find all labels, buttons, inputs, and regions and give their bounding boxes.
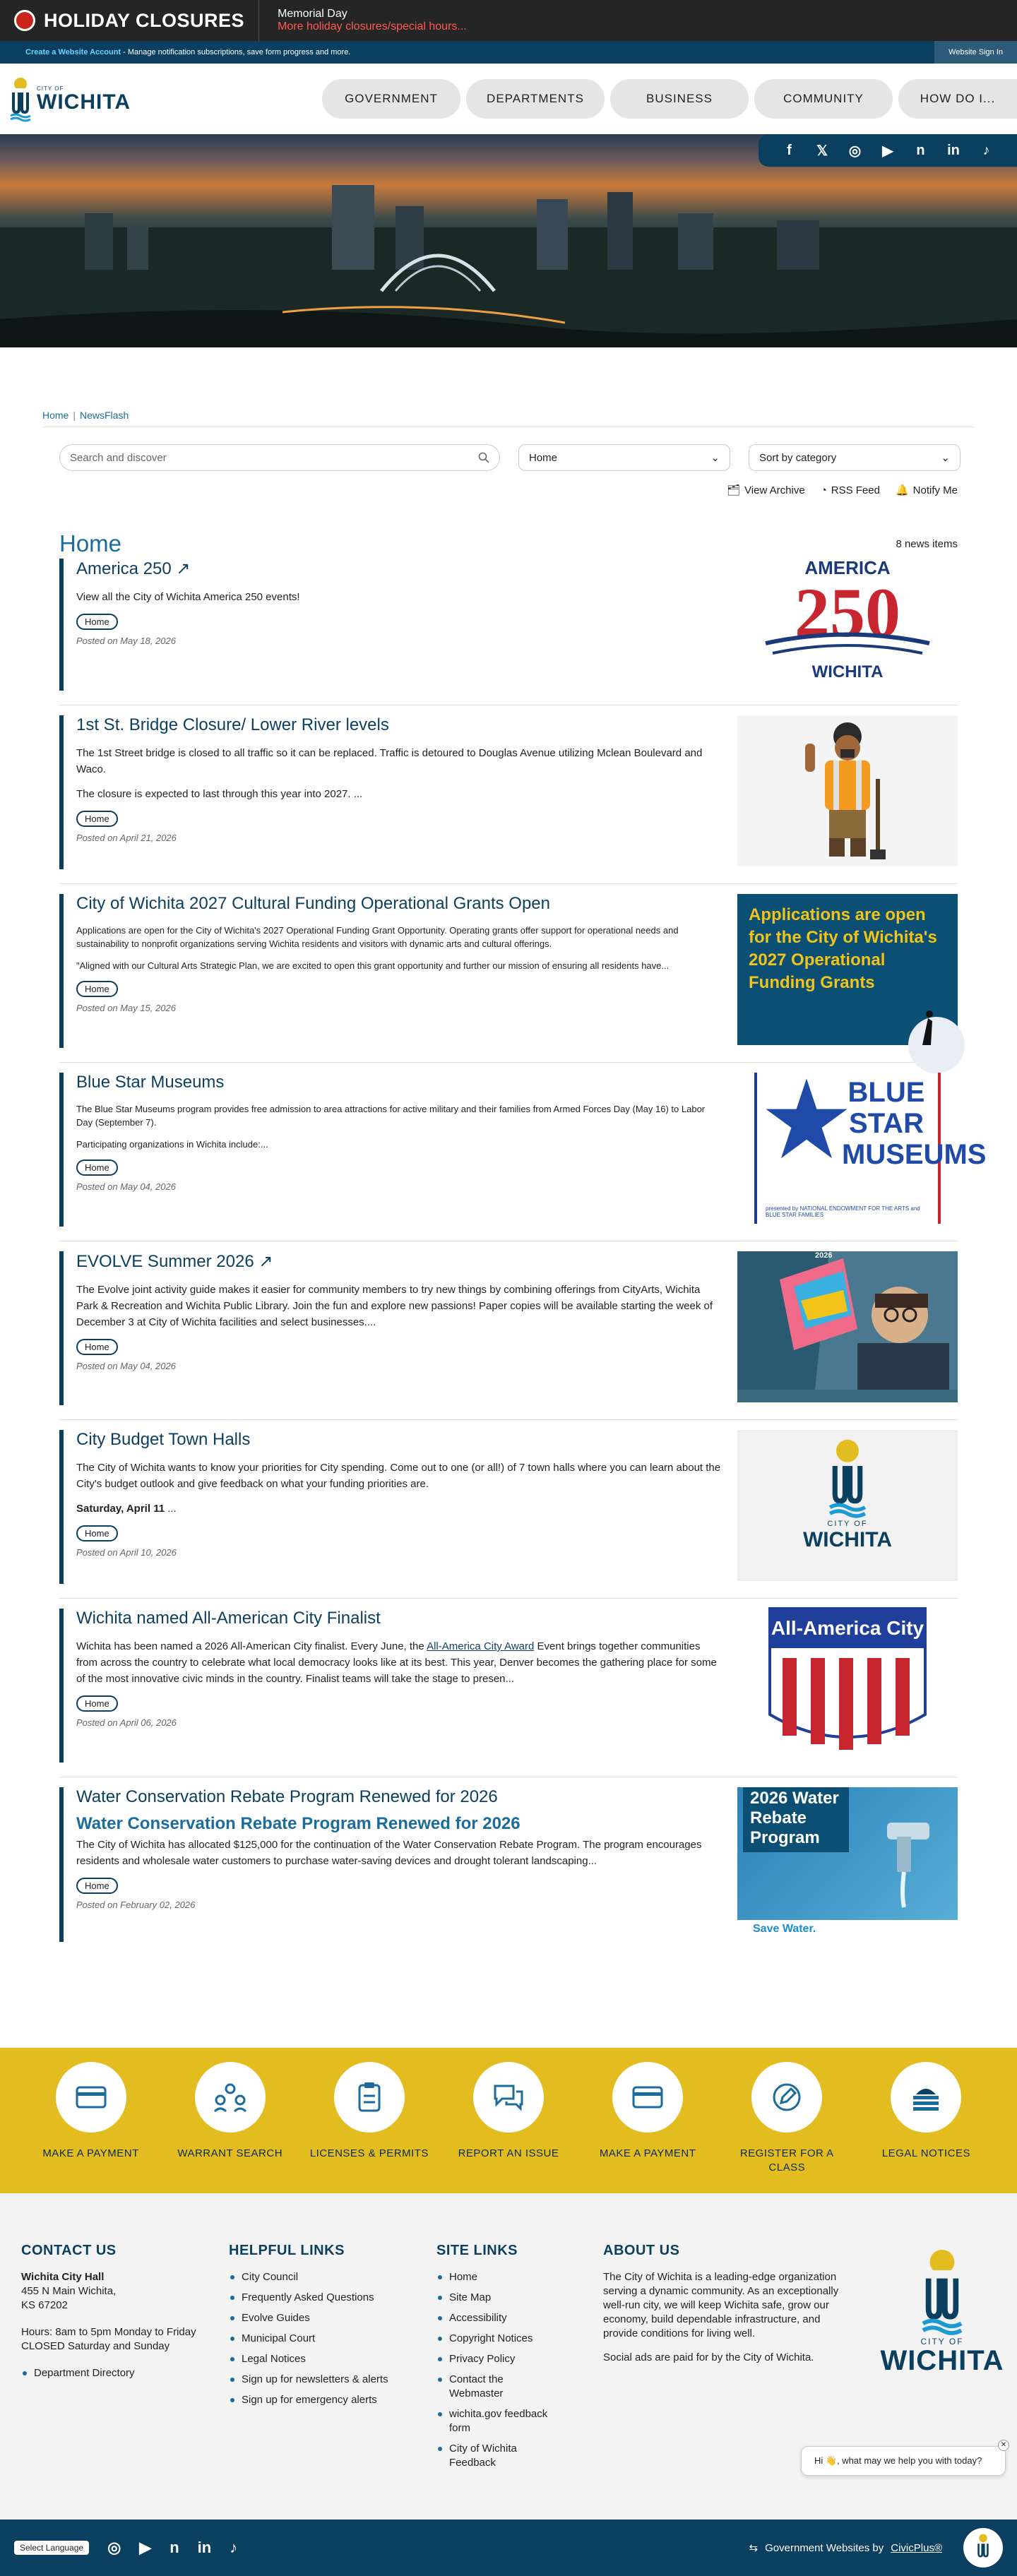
news-summary: The City of Wichita has allocated $125,000 for the continuation of the Water Conservation Rebate Program. The program encourages residents and wholesale water customers to purchase water-saving devices and drought tolerant landscaping... <box>76 1839 702 1867</box>
news-image[interactable] <box>737 715 958 866</box>
footer-link-department-directory[interactable]: Department Directory <box>21 2366 229 2380</box>
footer-link[interactable]: City of Wichita Feedback <box>436 2442 557 2470</box>
create-account-link[interactable]: Create a Website Account <box>25 48 121 56</box>
news-item <box>59 884 958 1063</box>
sign-in-button[interactable]: Website Sign In <box>934 41 1017 64</box>
chat-launcher-button[interactable] <box>963 2528 1003 2568</box>
footer-link[interactable]: Site Map <box>436 2291 557 2305</box>
wichita-logo-icon <box>915 2248 969 2333</box>
footer-site-heading: SITE LINKS <box>436 2243 518 2258</box>
alert-more-link[interactable]: More holiday closures/special hours... <box>278 20 467 32</box>
news-date-highlight: Saturday, April 11 <box>76 1503 165 1515</box>
america-250-image <box>737 559 958 679</box>
youtube-icon[interactable]: ▶ <box>139 2539 152 2556</box>
filter-row <box>0 427 1017 471</box>
footer-about-heading: ABOUT US <box>603 2243 680 2258</box>
news-title-link[interactable]: Blue Star Museums <box>76 1073 225 1092</box>
news-header <box>0 496 1017 557</box>
news-item <box>59 1063 987 1241</box>
nav-community[interactable]: COMMUNITY <box>754 79 893 119</box>
footer-helpful-heading: HELPFUL LINKS <box>229 2243 345 2258</box>
posted-date: Posted on May 18, 2026 <box>76 636 176 646</box>
news-summary: Participating organizations in Wichita include:... <box>76 1139 268 1150</box>
footer-helpful-links <box>229 2243 436 2520</box>
site-header <box>0 64 1017 134</box>
wichita-logo-icon <box>10 77 31 121</box>
news-title-link[interactable]: City Budget Town Halls <box>76 1430 251 1449</box>
bell-stack-icon <box>891 2062 961 2133</box>
people-icon <box>195 2062 266 2133</box>
linkedin-icon[interactable]: in <box>947 142 960 158</box>
footer-site-links <box>436 2243 603 2520</box>
external-link-icon: ↗ <box>258 1252 273 1271</box>
language-select[interactable]: Select Language <box>14 2541 89 2555</box>
footer-link[interactable]: Home <box>436 2270 557 2284</box>
category-tag[interactable]: Home <box>76 614 118 630</box>
svg-text:AMERICA: AMERICA <box>804 557 891 578</box>
posted-date: Posted on April 21, 2026 <box>76 833 177 843</box>
news-summary: Applications are open for the City of Wichita's 2027 Operational Funding Grant Opportunity. Operating grants offer support for operational needs and sustainability to nonprofit organizations serving Wichita residents and visitors with dynamic arts and cultural offerings. <box>76 925 679 949</box>
rebate-image-title: 2026 Water Rebate Program <box>743 1787 849 1852</box>
news-item <box>59 705 958 884</box>
news-title-link[interactable]: Wichita named All-American City Finalist <box>76 1609 381 1628</box>
social-media-bar <box>759 134 1017 167</box>
site-logo[interactable] <box>10 77 131 121</box>
sort-value: Sort by category <box>759 451 837 464</box>
news-summary: View all the City of Wichita America 250 events! <box>76 591 300 603</box>
news-title-link[interactable]: America 250 ↗ <box>76 559 191 578</box>
news-title-link[interactable]: City of Wichita 2027 Cultural Funding Operational Grants Open <box>76 894 551 913</box>
svg-text:WICHITA: WICHITA <box>811 662 884 681</box>
breadcrumb-newsflash[interactable]: NewsFlash <box>80 410 129 421</box>
footer-logo[interactable]: CITY OF WICHITA <box>879 2248 1006 2375</box>
nav-business[interactable]: BUSINESS <box>610 79 749 119</box>
news-image[interactable] <box>737 894 958 1045</box>
chat-prompt-bubble[interactable] <box>801 2441 1007 2476</box>
news-item: City Budget Town Halls The City of Wichita wants to know your priorities for City spending. Come out to one (or all!) of 7 town halls where you can learn about the City's budget outlook and give feedback on what your funding priorities are. Saturday, April 11 ... Home Posted on April 10, 2026 CITY OF WICHITA <box>59 1420 958 1599</box>
posted-date: Posted on April 06, 2026 <box>76 1717 177 1728</box>
all-america-city-title: All-America City <box>771 1617 924 1639</box>
footer-link[interactable]: Sign up for emergency alerts <box>229 2393 436 2407</box>
civicplus-icon: ⇆ <box>749 2542 759 2554</box>
main-nav <box>322 79 1017 119</box>
footer-link[interactable]: Accessibility <box>436 2311 557 2325</box>
search-input[interactable] <box>59 444 500 471</box>
chat-prompt-text: Hi 👋, what may we help you with today? <box>814 2455 982 2466</box>
footer-link[interactable]: Copyright Notices <box>436 2332 557 2346</box>
search-placeholder: Search and discover <box>70 451 167 464</box>
news-subtitle: Water Conservation Rebate Program Renewed for 2026 <box>76 1814 521 1833</box>
category-tag[interactable]: Home <box>76 1525 118 1542</box>
footer-about <box>603 2243 857 2520</box>
nav-government[interactable]: GOVERNMENT <box>322 79 460 119</box>
notify-me-link[interactable]: 🔔 Notify Me <box>895 484 958 496</box>
chevron-down-icon: ⌄ <box>941 452 950 464</box>
news-title-link[interactable]: Water Conservation Rebate Program Renewed for 2026 <box>76 1787 498 1806</box>
news-image[interactable] <box>737 1787 958 1938</box>
search-icon[interactable] <box>478 452 489 463</box>
posted-date: Posted on May 04, 2026 <box>76 1361 176 1371</box>
rss-icon: ◔ <box>820 484 827 496</box>
faucet-icon <box>859 1815 944 1907</box>
nav-how-do-i[interactable]: HOW DO I... <box>898 79 1017 119</box>
logo-big-text: WICHITA <box>37 90 131 114</box>
rss-feed-link[interactable]: ◔ RSS Feed <box>820 484 880 496</box>
sort-select[interactable] <box>749 444 961 471</box>
breadcrumb: Home | NewsFlash <box>42 410 129 421</box>
evolve-year: 2026 <box>815 1251 833 1260</box>
quick-link-legal-notices[interactable]: LEGAL NOTICES <box>866 2062 986 2161</box>
news-summary: "Aligned with our Cultural Arts Strategic Plan, we are excited to open this grant opportunity and further our mission of ensuring all residents have... <box>76 960 670 971</box>
footer-link[interactable]: Sign up for newsletters & alerts <box>229 2373 436 2387</box>
linkedin-icon[interactable]: in <box>197 2539 212 2556</box>
account-bar <box>0 41 1017 64</box>
chat-bubbles-icon <box>473 2062 544 2133</box>
footer-link[interactable]: Municipal Court <box>229 2332 436 2346</box>
clipboard-icon <box>334 2062 405 2133</box>
footer-link[interactable]: Contact the Webmaster <box>436 2373 557 2401</box>
footer-link[interactable]: Legal Notices <box>229 2352 436 2366</box>
bell-icon: 🔔 <box>895 484 909 496</box>
nextdoor-icon[interactable]: n <box>170 2539 179 2556</box>
chevron-down-icon: ⌄ <box>710 452 720 464</box>
quick-link-licenses-permits[interactable]: LICENSES & PERMITS <box>309 2062 429 2161</box>
save-water-text: Save Water. <box>737 1920 958 1938</box>
grants-image-text: Applications are open for the City of Wichita's 2027 Operational Funding Grants <box>749 905 937 992</box>
posted-date: Posted on May 15, 2026 <box>76 1003 176 1013</box>
svg-text:250: 250 <box>795 573 900 652</box>
quick-links-bar <box>0 2048 1017 2193</box>
close-icon[interactable]: ✕ <box>998 2440 1009 2451</box>
news-title-link[interactable]: EVOLVE Summer 2026 ↗ <box>76 1252 273 1271</box>
category-tag[interactable]: Home <box>76 1339 118 1355</box>
news-summary: Wichita has been named a 2026 All-American City finalist. Every June, the All-America City Award Event brings together communities from across the country to celebrate what local democracy looks like at its best. This year, Denver becomes the gathering place for some of the most innovative civic minds in the country. Finalist teams will take the stage to presen... <box>76 1640 717 1685</box>
credit-card-icon <box>56 2062 126 2133</box>
footer-link[interactable]: Frequently Asked Questions <box>229 2291 436 2305</box>
category-tag[interactable]: Home <box>76 1159 118 1176</box>
tiktok-icon[interactable]: ♪ <box>230 2539 238 2556</box>
blue-star-icon <box>764 1077 849 1162</box>
pencil-icon <box>751 2062 822 2133</box>
external-link-icon: ↗ <box>176 559 191 578</box>
bottom-bar <box>0 2520 1017 2576</box>
footer-contact: CONTACT US Wichita City Hall 455 N Main Wichita, KS 67202 Hours: 8am to 5pm Monday to Friday CLOSED Saturday and Sunday Department Directory <box>21 2243 229 2520</box>
news-list <box>0 557 1017 1956</box>
category-value: Home <box>529 451 558 464</box>
civicplus-link[interactable]: CivicPlus® <box>891 2541 942 2554</box>
news-summary: The 1st Street bridge is closed to all traffic so it can be replaced. Traffic is detoured to Douglas Avenue utilizing Mclean Boulevard and Waco. <box>76 747 703 775</box>
footer-contact-heading: CONTACT US <box>21 2243 117 2258</box>
news-item <box>59 1777 958 1956</box>
footer-contact-name: Wichita City Hall <box>21 2271 105 2283</box>
breadcrumb-home[interactable]: Home <box>42 410 69 421</box>
posted-date: Posted on April 10, 2026 <box>76 1547 177 1558</box>
news-tools <box>0 471 1017 496</box>
quick-link-make-payment[interactable]: MAKE A PAYMENT <box>31 2062 151 2161</box>
instagram-icon[interactable]: ◎ <box>848 143 862 159</box>
youtube-icon[interactable]: ▶ <box>882 143 893 159</box>
footer-link[interactable]: wichita.gov feedback form <box>436 2407 557 2435</box>
logo-small-text: CITY OF <box>37 85 64 92</box>
footer-link[interactable]: Evolve Guides <box>229 2311 436 2325</box>
news-item <box>59 1241 958 1420</box>
instagram-icon[interactable]: ◎ <box>107 2539 121 2556</box>
alert-bar <box>0 0 1017 41</box>
news-summary: The closure is expected to last through this year into 2027. ... <box>76 788 363 800</box>
city-skyline-image <box>0 178 1017 347</box>
news-title-link[interactable]: 1st St. Bridge Closure/ Lower River levels <box>76 715 389 734</box>
nextdoor-icon[interactable]: n <box>916 142 925 158</box>
news-summary: The City of Wichita wants to know your priorities for City spending. Come out to one (or all!) of 7 town halls where you can learn about the City's budget outlook and give feedback on what your funding priorities are. <box>76 1462 721 1490</box>
alert-title: HOLIDAY CLOSURES <box>44 9 245 31</box>
footer-social-ads-text: Social ads are paid for by the City of Wichita. <box>603 2351 814 2363</box>
quick-link-make-payment-2[interactable]: MAKE A PAYMENT <box>588 2062 708 2161</box>
news-item <box>59 1599 958 1777</box>
site-footer <box>0 2193 1017 2520</box>
alert-item-title[interactable]: Memorial Day <box>278 8 347 20</box>
facebook-icon[interactable]: f <box>787 142 792 158</box>
account-description: - Manage notification subscriptions, save form progress and more. <box>123 48 351 56</box>
category-tag[interactable]: Home <box>76 1878 118 1894</box>
construction-worker-image <box>737 715 958 866</box>
dancer-silhouette-icon <box>894 1003 958 1045</box>
quick-link-warrant-search[interactable]: WARRANT SEARCH <box>170 2062 290 2161</box>
footer-link[interactable]: City Council <box>229 2270 436 2284</box>
alert-items <box>259 8 467 33</box>
news-summary: The Blue Star Museums program provides free admission to area attractions for active military and their families from Armed Forces Day (May 16) to Labor Day (September 7). <box>76 1104 706 1128</box>
news-summary: The Evolve joint activity guide makes it easier for community members to try new things by combining offerings from CityArts, Wichita Park & Recreation and Wichita Public Library. Join the fun and explore new passions! Paper copies will be available starting the week of December 3 at City of Wichita facilities and select businesses.... <box>76 1284 713 1328</box>
nav-departments[interactable]: DEPARTMENTS <box>466 79 605 119</box>
blue-star-subtitle: presented by NATIONAL ENDOWMENT FOR THE ARTS and BLUE STAR FAMILIES <box>766 1205 920 1218</box>
news-item <box>59 557 958 705</box>
tiktok-icon[interactable]: ♪ <box>982 142 990 158</box>
category-tag[interactable]: Home <box>76 981 118 997</box>
view-archive-link[interactable]: 🗂 View Archive <box>727 484 805 496</box>
hero-banner <box>0 134 1017 347</box>
category-tag[interactable]: Home <box>76 1695 118 1712</box>
evolve-guide-photo <box>737 1251 958 1390</box>
footer-link[interactable]: Privacy Policy <box>436 2352 557 2366</box>
category-select[interactable] <box>518 444 730 471</box>
wichita-logo-icon <box>974 2534 992 2562</box>
news-image[interactable] <box>737 1609 958 1760</box>
footer-about-text: The City of Wichita is a leading-edge organization serving a dynamic community. As an exceptionally well-run city, we will keep Wichita safe, grow our economy, build dependable infrastructure, and provide conditions for living well. <box>603 2271 839 2339</box>
quick-link-report-issue[interactable]: REPORT AN ISSUE <box>448 2062 569 2161</box>
alert-icon <box>14 10 35 31</box>
wichita-logo-icon <box>823 1438 872 1516</box>
x-icon[interactable]: 𝕏 <box>816 143 828 159</box>
posted-date: Posted on February 02, 2026 <box>76 1900 196 1910</box>
news-image[interactable] <box>737 1073 987 1224</box>
credit-card-icon <box>612 2062 683 2133</box>
posted-date: Posted on May 04, 2026 <box>76 1181 176 1192</box>
category-tag[interactable]: Home <box>76 811 118 827</box>
news-heading: Home <box>59 530 122 556</box>
quick-link-register-class[interactable]: REGISTER FOR A CLASS <box>727 2062 847 2175</box>
news-count: 8 news items <box>896 537 958 550</box>
news-image[interactable] <box>737 559 958 710</box>
news-image[interactable] <box>737 1251 958 1402</box>
blue-star-title: BLUE STAR MUSEUMS <box>842 1077 987 1170</box>
archive-icon: 🗂 <box>727 484 741 496</box>
news-image[interactable]: CITY OF WICHITA <box>737 1430 958 1581</box>
all-america-city-award-link[interactable]: All-America City Award <box>427 1640 535 1652</box>
powered-by-text: Government Websites by <box>765 2541 884 2554</box>
alert-title-block[interactable] <box>0 0 259 41</box>
